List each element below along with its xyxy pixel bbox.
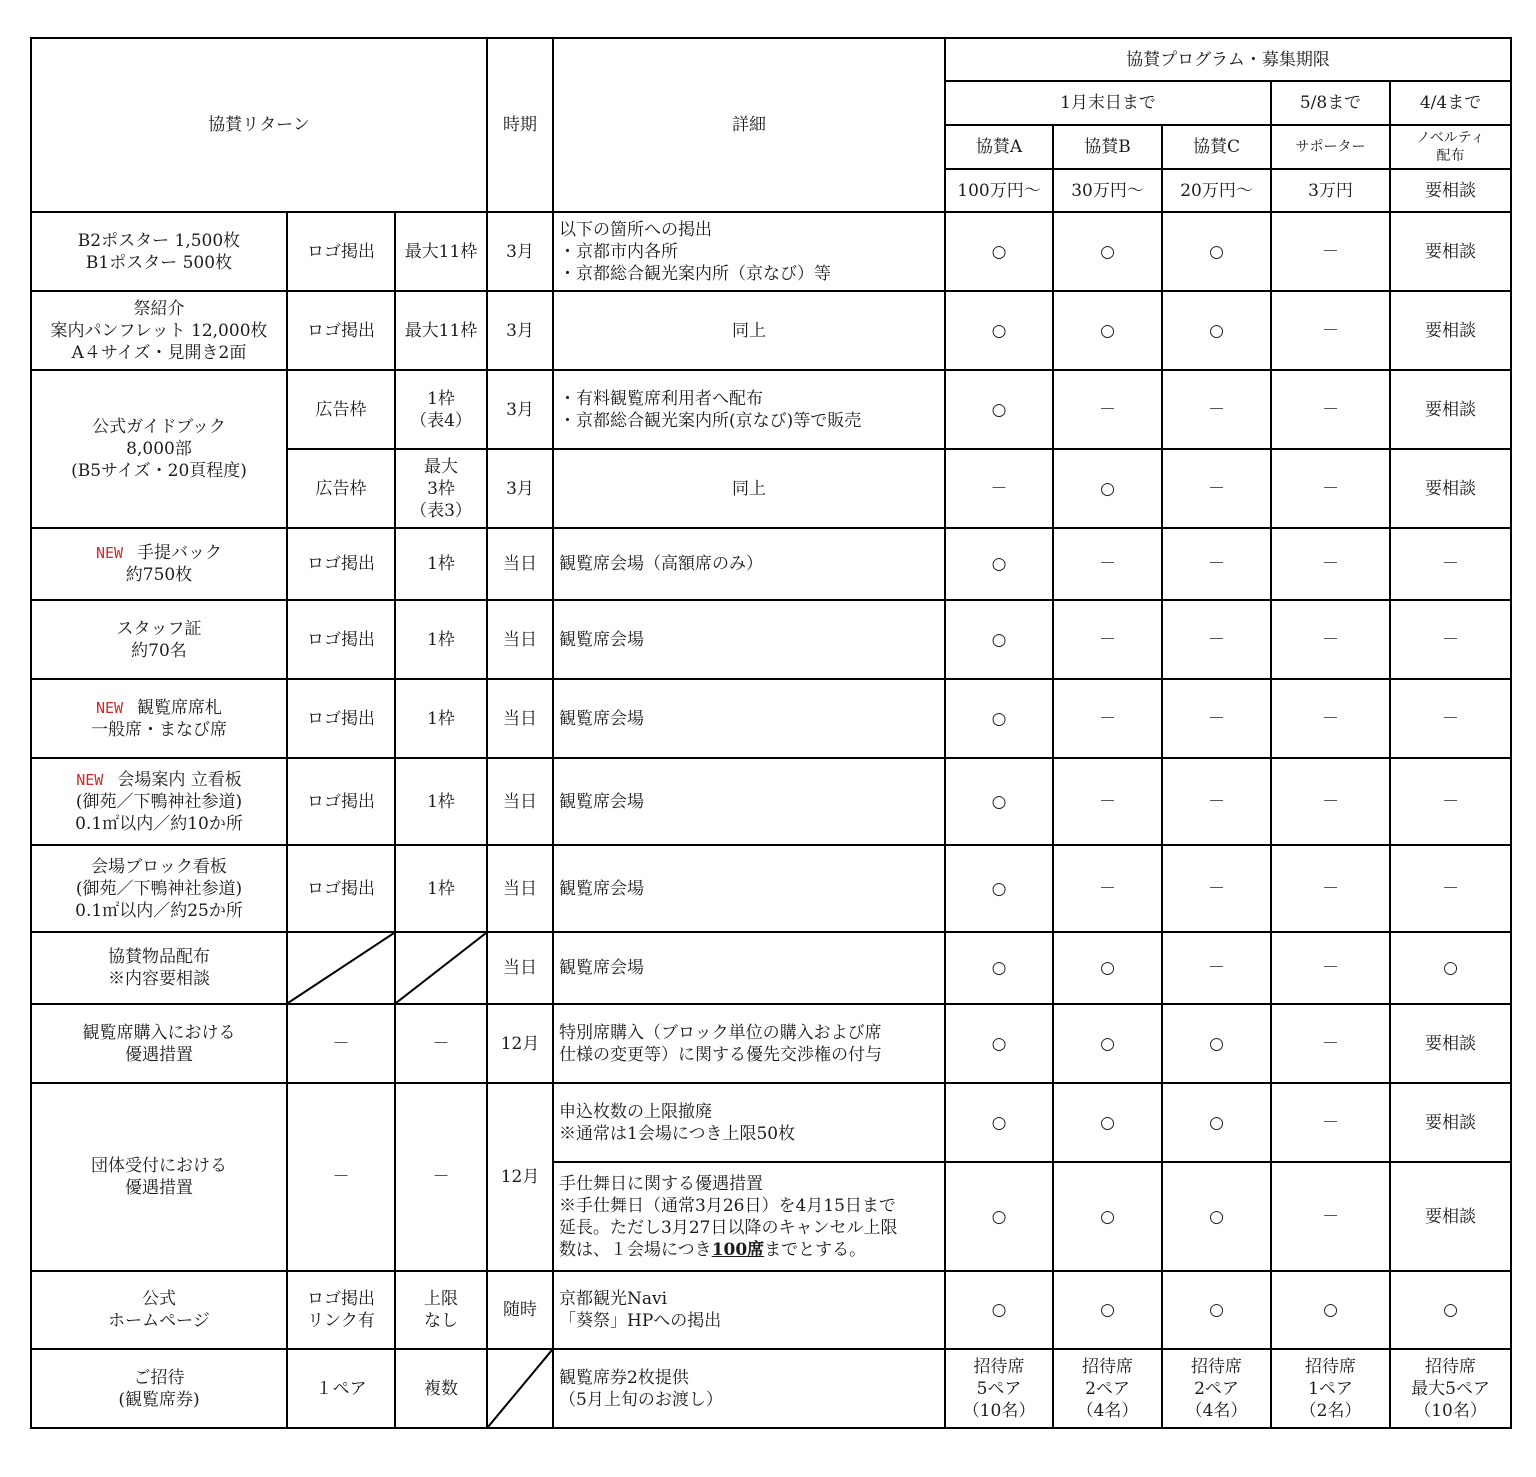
return-type: １ペア <box>287 1349 395 1428</box>
mark-novelty: － <box>1390 528 1511 600</box>
table-row <box>31 845 1511 932</box>
header-supporter: サポーター <box>1271 125 1390 169</box>
table-row <box>31 679 1511 758</box>
slots: 1枠 <box>395 528 487 600</box>
diagonal-blank <box>487 1349 553 1428</box>
mark-novelty: ○ <box>1390 932 1511 1004</box>
mark-a: ○ <box>945 212 1053 291</box>
mark-b: － <box>1053 758 1162 845</box>
header-program: 協賛プログラム・募集期限 <box>945 38 1511 81</box>
slots: － <box>395 1083 487 1271</box>
sponsorship-table <box>30 37 1512 1429</box>
mark-supporter: － <box>1271 370 1390 449</box>
slots: 1枠 <box>395 600 487 679</box>
table-row <box>31 600 1511 679</box>
item-name: NEW 手提バック 約750枚 <box>31 528 287 600</box>
header-tier-c: 協賛C <box>1162 125 1271 169</box>
slots: － <box>395 1004 487 1083</box>
item-name: 公式 ホームページ <box>31 1271 287 1349</box>
table-row <box>31 1004 1511 1083</box>
mark-b: － <box>1053 528 1162 600</box>
detail: 特別席購入（ブロック単位の購入および席 仕様の変更等）に関する優先交渉権の付与 <box>553 1004 945 1083</box>
item-name: スタッフ証 約70名 <box>31 600 287 679</box>
header-deadline-may: 5/8まで <box>1271 81 1390 125</box>
mark-a: ○ <box>945 845 1053 932</box>
mark-b: ○ <box>1053 1162 1162 1271</box>
new-badge: NEW <box>95 544 124 562</box>
period: 3月 <box>487 212 553 291</box>
detail: 京都観光Navi 「葵祭」HPへの掲出 <box>553 1271 945 1349</box>
mark-a: 招待席 5ペア （10名） <box>945 1349 1053 1428</box>
mark-supporter: － <box>1271 212 1390 291</box>
return-type: ロゴ掲出 <box>287 291 395 370</box>
mark-novelty: 要相談 <box>1390 1004 1511 1083</box>
return-type: ロゴ掲出 <box>287 212 395 291</box>
mark-novelty: 要相談 <box>1390 370 1511 449</box>
mark-c: － <box>1162 758 1271 845</box>
return-type: ロゴ掲出 <box>287 679 395 758</box>
mark-c: ○ <box>1162 212 1271 291</box>
item-name: 祭紹介 案内パンフレット 12,000枚 A４サイズ・見開き2面 <box>31 291 287 370</box>
return-type: 広告枠 <box>287 370 395 449</box>
mark-c: － <box>1162 600 1271 679</box>
mark-supporter: － <box>1271 449 1390 528</box>
mark-supporter: 招待席 1ペア （2名） <box>1271 1349 1390 1428</box>
slots: 最大11枠 <box>395 291 487 370</box>
mark-novelty: 要相談 <box>1390 212 1511 291</box>
mark-novelty: － <box>1390 845 1511 932</box>
mark-novelty: 要相談 <box>1390 291 1511 370</box>
period: 当日 <box>487 845 553 932</box>
mark-c: － <box>1162 932 1271 1004</box>
detail: 以下の箇所への掲出 ・京都市内各所 ・京都総合観光案内所（京なび）等 <box>553 212 945 291</box>
mark-c: － <box>1162 449 1271 528</box>
table-row <box>31 528 1511 600</box>
mark-supporter: － <box>1271 291 1390 370</box>
detail: 手仕舞日に関する優遇措置 ※手仕舞日（通常3月26日）を4月15日まで 延長。ただし3月27日以降のキャンセル上限 数は、１会場につき100席までとする。 <box>553 1162 945 1271</box>
detail: 観覧席会場 <box>553 845 945 932</box>
item-name: 観覧席購入における 優遇措置 <box>31 1004 287 1083</box>
period: 当日 <box>487 932 553 1004</box>
mark-b: － <box>1053 370 1162 449</box>
item-name: NEW 会場案内 立看板 (御苑／下鴨神社参道) 0.1㎡以内／約10か所 <box>31 758 287 845</box>
period: 当日 <box>487 758 553 845</box>
detail: 同上 <box>553 291 945 370</box>
return-type: 広告枠 <box>287 449 395 528</box>
header-detail: 詳細 <box>553 38 945 212</box>
mark-a: ○ <box>945 291 1053 370</box>
return-type: － <box>287 1083 395 1271</box>
mark-c: ○ <box>1162 1004 1271 1083</box>
header-period: 時期 <box>487 38 553 212</box>
mark-supporter: － <box>1271 679 1390 758</box>
new-badge: NEW <box>76 770 104 789</box>
item-name: NEW 観覧席席札 一般席・まなび席 <box>31 679 287 758</box>
mark-c: ○ <box>1162 1083 1271 1162</box>
mark-b: － <box>1053 679 1162 758</box>
mark-supporter: － <box>1271 758 1390 845</box>
detail: 観覧席会場 <box>553 758 945 845</box>
mark-novelty: 要相談 <box>1390 449 1511 528</box>
mark-b: ○ <box>1053 1004 1162 1083</box>
diagonal-blank <box>287 932 395 1004</box>
period: 当日 <box>487 528 553 600</box>
item-name: ご招待 (観覧席券) <box>31 1349 287 1428</box>
item-name: 団体受付における 優遇措置 <box>31 1083 287 1271</box>
mark-supporter: － <box>1271 1083 1390 1162</box>
detail: ・有料観覧席利用者へ配布 ・京都総合観光案内所(京なび)等で販売 <box>553 370 945 449</box>
mark-supporter: － <box>1271 845 1390 932</box>
price-supporter: 3万円 <box>1271 169 1390 212</box>
mark-c: － <box>1162 528 1271 600</box>
detail: 申込枚数の上限撤廃 ※通常は1会場につき上限50枚 <box>553 1083 945 1162</box>
mark-supporter: － <box>1271 1004 1390 1083</box>
price-b: 30万円～ <box>1053 169 1162 212</box>
mark-b: － <box>1053 600 1162 679</box>
price-c: 20万円～ <box>1162 169 1271 212</box>
header-return: 協賛リターン <box>31 38 487 212</box>
return-type: ロゴ掲出 <box>287 758 395 845</box>
mark-b: ○ <box>1053 212 1162 291</box>
mark-supporter: － <box>1271 932 1390 1004</box>
mark-supporter: － <box>1271 528 1390 600</box>
mark-supporter: － <box>1271 600 1390 679</box>
mark-novelty: － <box>1390 679 1511 758</box>
period: 12月 <box>487 1004 553 1083</box>
slots: 最大 3枠 （表3） <box>395 449 487 528</box>
mark-c: ○ <box>1162 1271 1271 1349</box>
detail: 観覧席会場（高額席のみ） <box>553 528 945 600</box>
slots: 1枠 <box>395 845 487 932</box>
mark-novelty: － <box>1390 600 1511 679</box>
period: 12月 <box>487 1083 553 1271</box>
item-name: B2ポスター 1,500枚 B1ポスター 500枚 <box>31 212 287 291</box>
mark-novelty: 要相談 <box>1390 1083 1511 1162</box>
detail: 観覧席会場 <box>553 600 945 679</box>
slots: 上限 なし <box>395 1271 487 1349</box>
emphasis: 100席 <box>711 1239 765 1260</box>
header-tier-b: 協賛B <box>1053 125 1162 169</box>
detail: 観覧席券2枚提供 （5月上旬のお渡し） <box>553 1349 945 1428</box>
mark-c: － <box>1162 845 1271 932</box>
mark-c: ○ <box>1162 291 1271 370</box>
table-row <box>31 212 1511 291</box>
slots: 1枠 （表4） <box>395 370 487 449</box>
mark-novelty: ○ <box>1390 1271 1511 1349</box>
table-row <box>31 932 1511 1004</box>
item-name: 協賛物品配布 ※内容要相談 <box>31 932 287 1004</box>
header-tier-a: 協賛A <box>945 125 1053 169</box>
slots: 1枠 <box>395 758 487 845</box>
header-deadline-jan: 1月末日まで <box>945 81 1271 125</box>
period: 随時 <box>487 1271 553 1349</box>
return-type: ロゴ掲出 <box>287 845 395 932</box>
mark-b: － <box>1053 845 1162 932</box>
mark-c: ○ <box>1162 1162 1271 1271</box>
mark-c: 招待席 2ペア （4名） <box>1162 1349 1271 1428</box>
mark-a: ○ <box>945 528 1053 600</box>
header-deadline-apr: 4/4まで <box>1390 81 1511 125</box>
slots: 最大11枠 <box>395 212 487 291</box>
slots: 複数 <box>395 1349 487 1428</box>
item-name: 会場ブロック看板 (御苑／下鴨神社参道) 0.1㎡以内／約25か所 <box>31 845 287 932</box>
mark-a: － <box>945 449 1053 528</box>
table-row <box>31 1271 1511 1349</box>
return-type: ロゴ掲出 <box>287 528 395 600</box>
diagonal-blank <box>395 932 487 1004</box>
table-row <box>31 1083 1511 1162</box>
price-a: 100万円～ <box>945 169 1053 212</box>
mark-novelty: 要相談 <box>1390 1162 1511 1271</box>
mark-a: ○ <box>945 758 1053 845</box>
header-novelty: ノベルティ 配布 <box>1390 125 1511 169</box>
mark-b: ○ <box>1053 1271 1162 1349</box>
slots: 1枠 <box>395 679 487 758</box>
table-row <box>31 370 1511 449</box>
mark-supporter: ○ <box>1271 1271 1390 1349</box>
mark-c: － <box>1162 679 1271 758</box>
mark-b: ○ <box>1053 291 1162 370</box>
mark-a: ○ <box>945 1083 1053 1162</box>
mark-a: ○ <box>945 600 1053 679</box>
period: 当日 <box>487 600 553 679</box>
item-name: 公式ガイドブック 8,000部 (B5サイズ・20頁程度) <box>31 370 287 528</box>
mark-b: ○ <box>1053 932 1162 1004</box>
period: 3月 <box>487 370 553 449</box>
period: 当日 <box>487 679 553 758</box>
detail: 同上 <box>553 449 945 528</box>
table-row <box>31 1349 1511 1428</box>
mark-a: ○ <box>945 1271 1053 1349</box>
mark-a: ○ <box>945 1162 1053 1271</box>
mark-supporter: － <box>1271 1162 1390 1271</box>
mark-a: ○ <box>945 932 1053 1004</box>
detail: 観覧席会場 <box>553 932 945 1004</box>
detail: 観覧席会場 <box>553 679 945 758</box>
mark-b: 招待席 2ペア （4名） <box>1053 1349 1162 1428</box>
mark-c: － <box>1162 370 1271 449</box>
price-novelty: 要相談 <box>1390 169 1511 212</box>
return-type: ロゴ掲出 <box>287 600 395 679</box>
mark-novelty: － <box>1390 758 1511 845</box>
period: 3月 <box>487 291 553 370</box>
mark-novelty: 招待席 最大5ペア （10名） <box>1390 1349 1511 1428</box>
return-type: ロゴ掲出 リンク有 <box>287 1271 395 1349</box>
mark-a: ○ <box>945 1004 1053 1083</box>
mark-b: ○ <box>1053 449 1162 528</box>
new-badge: NEW <box>95 698 124 717</box>
mark-a: ○ <box>945 679 1053 758</box>
table-row <box>31 291 1511 370</box>
table-row <box>31 758 1511 845</box>
return-type: － <box>287 1004 395 1083</box>
mark-b: ○ <box>1053 1083 1162 1162</box>
period: 3月 <box>487 449 553 528</box>
mark-a: ○ <box>945 370 1053 449</box>
